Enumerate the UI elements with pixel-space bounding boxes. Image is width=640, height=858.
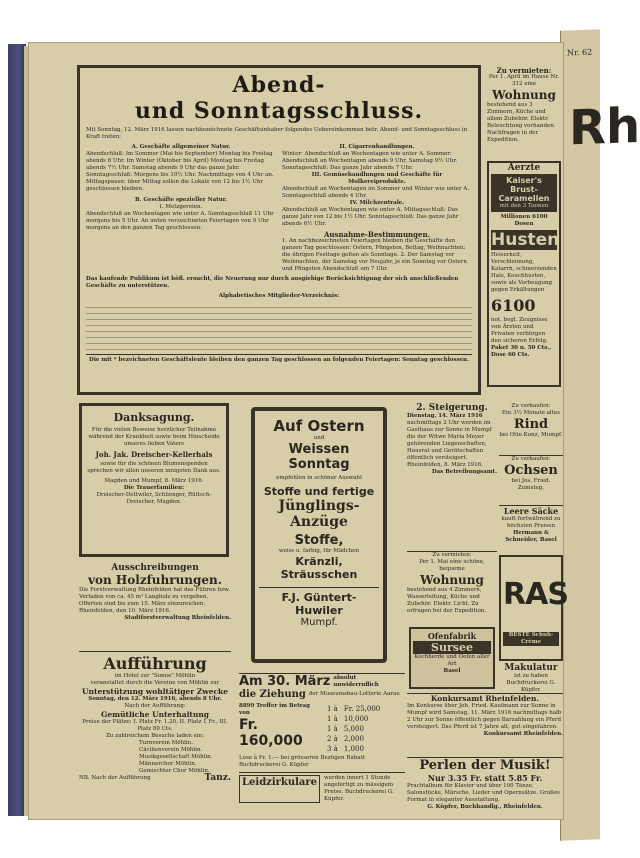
lottery-amount: Fr. 160,000 bbox=[239, 717, 303, 749]
auction-org: Das Betreibungsamt. bbox=[431, 469, 497, 475]
wood-body2: Offerten sind bis zum 15. März einzureichen. bbox=[79, 601, 206, 607]
prize-amt: 5,000 bbox=[343, 725, 364, 733]
rent-text: Per 1. April im Hause Nr. 312 eine bbox=[488, 74, 560, 87]
prize-amt: 2,000 bbox=[343, 735, 364, 743]
music-sign: G. Küpfer, Buchhandlg., Rheinfelden. bbox=[427, 804, 543, 810]
lottery-ad bbox=[239, 673, 405, 807]
closing-hours-notice bbox=[77, 65, 481, 395]
rent-head: Wohnung bbox=[492, 88, 556, 102]
lottery-los: Lose à Fr. 1.— bei grösseren Bezügen Rabatt bbox=[239, 755, 366, 761]
caramel-ad bbox=[487, 161, 561, 387]
easter-line8: weiss u. farbig, für Mädchen bbox=[278, 548, 360, 554]
thanks-body2: sowie für die schönen Blumenspenden sprechen wir allen unseren innigsten Dank aus. bbox=[87, 461, 221, 474]
leid-title: Leidzirkulare bbox=[239, 775, 320, 803]
auction-date: Dienstag, 14. März 1916 bbox=[407, 413, 483, 419]
lottery-ziehung: die Ziehung bbox=[239, 689, 306, 700]
sec-a-sunday: Sonntagsschluß: Morgens bis 10½ Uhr. Nachmittags von 4 Uhr an. bbox=[86, 172, 274, 178]
sec-2-text: Winter: Abendschluß an Wochentagen wie unter A. Sommer: Abendschluß an Wochentagen abends 9 Uhr, Samstag 9½ Uhr. Sonntagsschluß: Das ganze Jahr abends 7 Uhr. bbox=[282, 151, 458, 171]
apartment-body: bestehend aus 4 Zimmern, Wasserleitung, Küche und Zubehör. Elektr. Licht. Zu erfragen bei der Expedition. bbox=[407, 587, 487, 614]
lottery-absolut: absolut unwiderruflich bbox=[333, 674, 379, 688]
stove-text: Kochherde und Oefen aller Art bbox=[414, 654, 490, 667]
club-item: Turnverein Möhlin. bbox=[139, 740, 193, 746]
club-item: Cäcilienverein Möhlin. bbox=[139, 747, 203, 753]
thanks-sign: Dreischer-Dettwiler, Schlienger, Rüttsch-Dreischer, Magden. bbox=[96, 492, 212, 505]
sec-b-sub: I. Metzgereien. bbox=[159, 204, 203, 210]
wood-place: Rheinfelden, den 10. März 1916. bbox=[79, 608, 171, 614]
thanks-body: Für die vielen Beweise herzlicher Teilnahme während der Krankheit sowie beim Hinscheide unseres lieben Vaters bbox=[88, 427, 220, 447]
edge-header: Nr. 62 bbox=[567, 47, 593, 58]
lottery-text: der Museumsbau-Lotterie Aarau bbox=[308, 691, 400, 697]
wood-title-2: von Holzfuhrungen. bbox=[88, 573, 222, 587]
easter-line4: empfehlen in schöner Auswahl bbox=[276, 475, 362, 481]
waste-paper-ad bbox=[499, 663, 563, 693]
thanks-name: Joh. Jak. Dreischer-Kellerhals bbox=[95, 450, 213, 459]
oxen-big: Ochsen bbox=[504, 463, 558, 478]
easter-line9: Kränzli, Sträusschen bbox=[280, 555, 358, 581]
exceptions-text: 1. An nachbezeichneten Feiertagen bleiben die Geschäfte den ganzen Tag geschlossen: Ostern, Pfingsten, Bettag, Weihnachten; die übrigen Festtage gelten als Sonntage. 2. Der Samstag vor Weihnachten, der Samstag vor Neujahr, je ein Sonntag vor Ostern und Pfingsten Abendschluß um 7 Uhr. bbox=[282, 238, 467, 272]
members-list bbox=[86, 302, 472, 352]
sacks-name: Hermann & Schneider, Basel bbox=[505, 530, 557, 543]
sec-3-text: Abendschluß an Wochentagen im Sommer und Winter wie unter A. Sonntagsschluß abends 4 Uhr. bbox=[282, 186, 470, 199]
prize-qty: 1 à bbox=[327, 705, 338, 713]
ras-brand: RAS bbox=[503, 577, 568, 612]
sec-a-title: A. Geschäfte allgemeiner Natur. bbox=[131, 144, 231, 150]
calf-big: Rind bbox=[513, 417, 549, 432]
thanks-place: Magden und Mumpf, 8. März 1916. bbox=[104, 478, 204, 484]
rent-body: bestehend aus 3 Zimmern, Küche und allem Zubehör. Elektr. Beleuchtung vorhanden. Nachfragen in der Expedition. bbox=[487, 102, 556, 143]
auction-ad bbox=[407, 403, 497, 549]
easter-ad bbox=[251, 407, 387, 663]
easter-line2: und bbox=[313, 435, 325, 441]
sec-4-text: Abendschluß an Wochentagen wie unter A. Mittagsschluß: Das ganze Jahr von 12 bis 1½ Uhr. Sonntagsschluß: Das ganze Jahr abends 6½ Uhr. bbox=[282, 207, 459, 227]
performance-title: Aufführung bbox=[103, 654, 207, 673]
performance-sub: veranstaltet durch die Vereine von Möhlin zur bbox=[90, 680, 220, 686]
lottery-agent: Buchdruckerei G. Küpfer bbox=[239, 762, 309, 768]
edge-masthead: Rh bbox=[569, 97, 640, 157]
main-title-1: Abend- bbox=[232, 72, 326, 98]
lottery-date: Am 30. März bbox=[239, 674, 331, 689]
sacks-title: Leere Säcke bbox=[503, 506, 559, 516]
performance-gem: Gemütliche Unterhaltung bbox=[100, 710, 210, 719]
rent-title: Zu vermieten: bbox=[496, 66, 552, 75]
wood-title-1: Ausschreibungen bbox=[111, 563, 199, 573]
club-item: Gemischter Chor Möhlin. bbox=[139, 768, 210, 774]
waste-text: ist zu haben Buchdruckerei G. Küpfer. bbox=[506, 673, 556, 693]
prize-qty: 1 à bbox=[327, 715, 338, 723]
performance-dance: Tanz. bbox=[204, 773, 231, 783]
music-price: Nur 3.35 Fr. statt 5.85 Fr. bbox=[427, 773, 543, 783]
performance-cause: Unterstützung wohltätiger Zwecke bbox=[81, 687, 229, 696]
exceptions-title: Ausnahme-Bestimmungen. bbox=[323, 230, 430, 239]
music-body: Prachtalbum für Klavier und über 100 Tänze, Salonstücke, Märsche, Lieder und Opernsätze. Großes Format in eleganter Ausstattung. bbox=[407, 783, 560, 803]
prize-qty: 3 à bbox=[327, 745, 338, 753]
performance-date: Sonntag, den 12. März 1916, abends 8 Uhr. bbox=[88, 696, 222, 702]
sacks-text: kauft fortwährend zu höchsten Preisen bbox=[501, 516, 561, 529]
stove-brand: Sursee bbox=[413, 641, 491, 654]
performance-note: NB. Nach der Aufführung bbox=[79, 775, 151, 781]
club-item: Musikgesellschaft Möhlin. bbox=[139, 754, 213, 760]
stove-city: Basel bbox=[443, 668, 461, 674]
husten-text: Heiserkeit, Verschleimung, Katarrh, schmerzenden Hals, Keuchhusten, sowie als Vorbeugung gegen Erkältungen bbox=[491, 252, 557, 293]
waste-title: Makulatur bbox=[504, 663, 558, 673]
calf-sub: bei Otto Kunz, Mumpf. bbox=[499, 432, 563, 438]
thanks-sign-title: Die Trauerfamilien: bbox=[123, 485, 185, 491]
members-title: Alphabetisches Mitglieder-Verzeichnis: bbox=[218, 293, 340, 299]
sec-b-title: B. Geschäfte spezieller Natur. bbox=[134, 197, 228, 203]
oxen-title: Zu verkaufen: bbox=[511, 456, 551, 462]
performance-prices: Preise der Plätze: I. Platz Fr. 1.20, II. Platz 1 Fr., III. Platz 80 Cts. bbox=[82, 719, 228, 732]
rent-ad bbox=[485, 65, 563, 157]
prize-qty: 2 à bbox=[327, 735, 338, 743]
prize-amt: Fr. 25,000 bbox=[343, 705, 381, 713]
caramel-stats: Millionen 6100 Dosen bbox=[500, 214, 548, 227]
club-item: Männerchor Möhlin. bbox=[139, 761, 197, 767]
wood-org: Stadtforstverwaltung Rheinfelden. bbox=[124, 615, 231, 621]
sec-2-title: II. Cigarrenhandlungen. bbox=[339, 144, 415, 150]
easter-line6: Jünglings-Anzüge bbox=[278, 498, 360, 530]
lottery-prizes bbox=[323, 703, 384, 755]
prize-amt: 10,000 bbox=[343, 715, 369, 723]
bankruptcy-body: Im Konkurse über Joh. Fried. Kaufmann zur Sonne in Mumpf wird Samstag, 11. März 1916 nachmittags halb 2 Uhr zur Sonne öffentlich gegen Barzahlung ein Pferd versteigert. Das Pferd ist 7 Jahre alt, gut eingefahren. bbox=[407, 703, 562, 730]
members-footer: Die mit * bezeichneten Geschäftsleute bleiben den ganzen Tag geschlossen an folgenden Feiertagen: Sonntag geschlossen. bbox=[86, 354, 472, 364]
prize-amt: 1,000 bbox=[343, 745, 364, 753]
bankruptcy-title: Konkursamt Rheinfelden. bbox=[430, 694, 540, 703]
leid-text: werden innert 1 Stunde angefertigt zu mässigem Preise. Buchdruckerei G. Küpfer. bbox=[324, 775, 394, 802]
apartment-big: Wohnung bbox=[420, 573, 484, 587]
main-title-2: und Sonntagsschluss. bbox=[134, 98, 424, 124]
oxen-ad bbox=[499, 455, 563, 501]
sacks-ad bbox=[499, 505, 563, 551]
wood-body: Die Forstverwaltung Rheinfelden hat das Führen bzw. Verladen von ca. 45 m³ Langholz zu vergeben. bbox=[79, 587, 230, 600]
bankruptcy-org: Konkursamt Rheinfelden. bbox=[483, 731, 563, 737]
caramel-num-text: not. begl. Zeugnisse von Ärzten und Privaten verbürgen den sicheren Erfolg. bbox=[491, 317, 548, 344]
performance-after: Nach der Aufführung: bbox=[124, 703, 186, 709]
performance-invite: Zu zahlreichem Besuche laden ein: bbox=[106, 733, 204, 739]
lottery-treffer: 8899 Treffer im Betrag von bbox=[239, 703, 310, 716]
caramel-number: 6100 bbox=[491, 296, 536, 315]
sec-a-text: Abendschluß: Im Sommer (Mai bis September) Montag bis Freitag abends 8 Uhr. Im Winter (Oktober bis April) Montag bis Freitag abends 7½ Uhr. Samstag abends 9 Uhr das ganze Jahr. bbox=[86, 151, 273, 171]
apartment-text: Per 1. Mai eine schöne, bequeme bbox=[419, 559, 485, 572]
sec-b-text: Abendschluß an Wochentagen wie unter A. Sonntagsschluß 11 Uhr morgens bis 5 Uhr. An unten verzeichneten Feiertagen von 9 Uhr morgens an den ganzen Tag geschlossen. bbox=[86, 211, 274, 231]
caramel-brand-2: Caramellen bbox=[498, 194, 550, 203]
caramel-sub: mit den 3 Tannen bbox=[499, 203, 549, 209]
next-page-edge bbox=[560, 29, 640, 840]
easter-line10: F.J. Güntert-Huwiler bbox=[259, 587, 379, 617]
sec-3-title: III. Gemüsehandlungen und Geschäfte für Molkereiprodukte. bbox=[311, 172, 443, 185]
main-intro: Mit Sonntag, 12. März 1916 lassen nachbezeichnete Geschäftsinhaber folgendes Uebereinkommen betr. Abend- und Sonntagsschluss in Kraft treten: bbox=[86, 127, 468, 140]
thanks-notice bbox=[79, 403, 229, 557]
auction-place: Rheinfelden, 8. März 1916. bbox=[407, 462, 484, 468]
sec-a-noon: Mittagspause: über Mittag sollen die Lokale von 12 bis 1½ Uhr geschlossen bleiben. bbox=[86, 179, 264, 192]
apartment-ad bbox=[407, 551, 497, 625]
easter-line1: Auf Ostern bbox=[273, 417, 365, 435]
thanks-title: Danksagung. bbox=[113, 411, 195, 424]
aerzte-title: Aerzte bbox=[507, 163, 541, 173]
caramel-price: Paket 30 u. 50 Cts., Dose 60 Cts. bbox=[491, 345, 552, 358]
stove-ad bbox=[409, 627, 495, 689]
oxen-sub: bei Jos. Fried. Zumsteg. bbox=[511, 478, 551, 491]
easter-line7: Stoffe, bbox=[294, 533, 344, 548]
calf-title: Zu verkaufen: bbox=[511, 403, 551, 409]
husten-title: Husten bbox=[491, 230, 560, 250]
easter-line5: Stoffe und fertige bbox=[263, 485, 375, 498]
easter-line3: Weissen Sonntag bbox=[288, 442, 350, 472]
stove-title: Ofenfabrik bbox=[427, 631, 477, 641]
apartment-title: Zu vermieten: bbox=[432, 552, 472, 558]
bankruptcy-ad bbox=[407, 693, 563, 755]
caramel-brand-1: Kaiser's Brust- bbox=[506, 176, 542, 194]
calf-ad bbox=[499, 403, 563, 453]
easter-line11: Mumpf. bbox=[300, 617, 338, 628]
auction-body: nachmittags 2 Uhr werden im Gasthaus zur Sonne in Mumpf die der Witwe Maria Meyer gehörenden Liegenschaften, Hausrat und Gerätschaften öffentlich versteigert. bbox=[407, 420, 492, 461]
wood-transport-ad bbox=[79, 563, 231, 647]
sec-4-title: IV. Milchzentrale. bbox=[349, 200, 405, 206]
newspaper-page bbox=[28, 42, 568, 820]
music-ad bbox=[407, 757, 563, 817]
public-note: Das kaufende Publikum ist höfl. ersucht, die Neuerung nur durch ausgiebige Berücksichtigung der sich anschließenden Geschäfte zu unterstützen. bbox=[86, 276, 459, 289]
auction-title: 2. Steigerung. bbox=[416, 403, 488, 413]
performance-ad bbox=[79, 651, 231, 817]
ras-ad bbox=[499, 555, 568, 661]
ras-sub: BESTE Schuh-Crème bbox=[503, 632, 559, 646]
music-title: Perlen der Musik! bbox=[419, 758, 551, 773]
calf-text: Ein 3½ Monate altes bbox=[502, 410, 560, 416]
performance-place: im Hotel zur "Sonne" Möhlin bbox=[114, 673, 196, 679]
prize-qty: 1 à bbox=[327, 725, 338, 733]
